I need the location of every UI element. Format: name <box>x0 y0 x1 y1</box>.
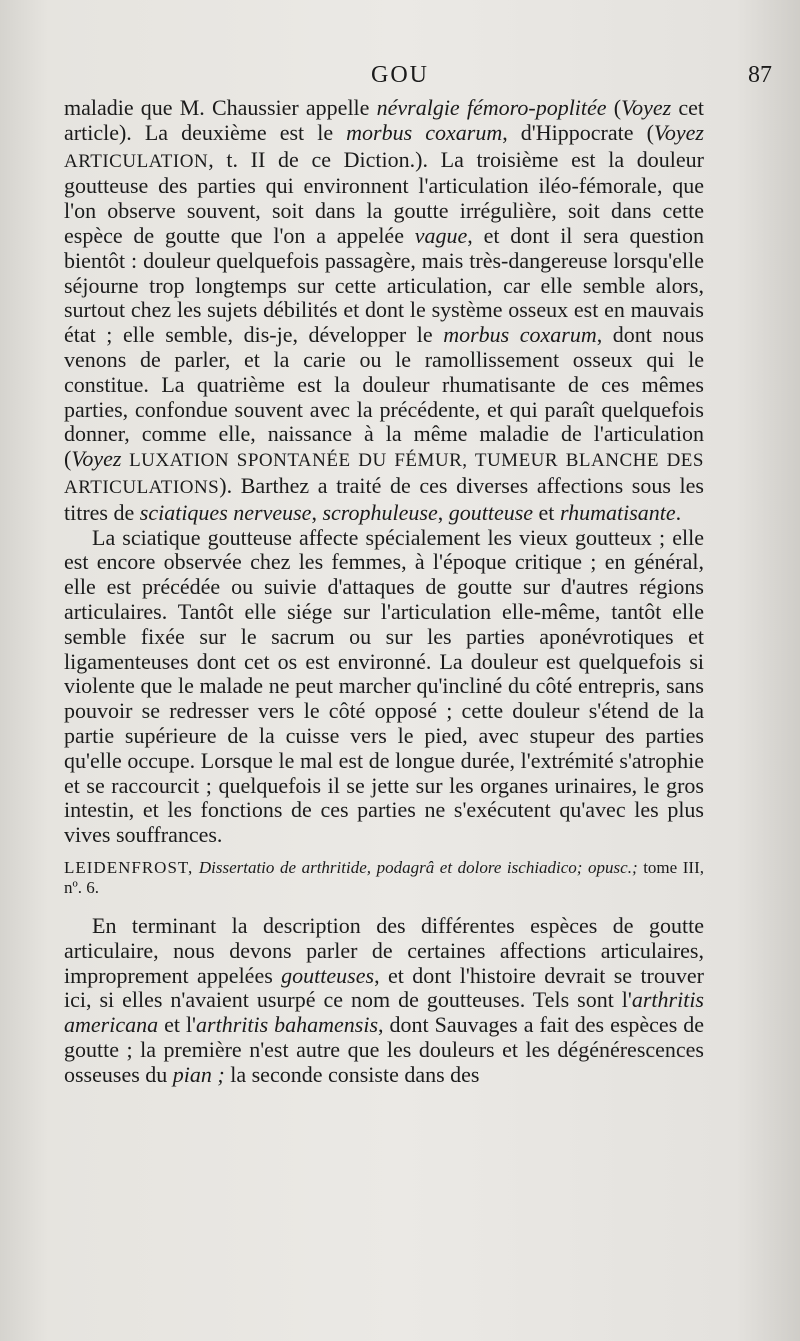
reference-author: LEIDENFROST, <box>64 857 194 877</box>
page-header <box>0 62 800 96</box>
para1-text-11: et <box>533 499 560 525</box>
para1-italic-8: sciatiques nerveuse <box>139 499 312 525</box>
paragraph-1 <box>64 96 704 526</box>
para1-text-8: ). Barthez a traité de ces diverses affections sous les titres de <box>64 472 704 525</box>
para1-text-9: , <box>311 499 323 525</box>
para3-italic-1: goutteuses <box>281 962 375 988</box>
para1-text-10: , <box>437 499 449 525</box>
bibliographic-reference <box>64 858 704 898</box>
para1-text-3: cet article). La deuxième est le <box>64 95 704 145</box>
para1-italic-10: goutteuse <box>448 499 534 525</box>
para1-text-1: maladie que M. Chaussier appelle <box>64 95 377 120</box>
reference-title: Dissertatio de arthritide, podagrâ et dolore ischiadico; opusc.; <box>193 857 638 877</box>
paragraph-3 <box>64 914 704 1088</box>
article-body <box>64 96 704 1087</box>
para3-text-2: , et dont l'histoire devrait se trouver ici, si elles n'avaient usurpé ce nom de goutteuses. Tels sont l' <box>64 962 704 1013</box>
para1-italic-6: morbus coxarum <box>443 322 597 348</box>
section-spacer <box>64 898 704 914</box>
reference-volume: tome III, nº. 6. <box>64 857 704 897</box>
page-number: 87 <box>748 62 772 88</box>
para1-italic-9: scrophuleuse <box>322 499 438 525</box>
para3-text-3: et l' <box>158 1012 197 1038</box>
para3-italic-2: arthritis americana <box>64 987 704 1038</box>
para1-text-12: . <box>675 499 682 525</box>
para1-italic-11: rhumatisante <box>559 499 676 525</box>
para3-italic-4: pian ; <box>172 1061 225 1087</box>
para1-text-4: , d'Hippocrate ( <box>502 119 654 145</box>
para1-italic-1: névralgie fémoro-poplitée <box>376 95 607 120</box>
para1-text-6: , et dont il sera question bientôt : douleur quelquefois passagère, mais très-dangereuse lorsqu'elle séjourne trop longtemps sur cette articulation, car elle semble alors, surtout chez les sujets débilités et dont le système osseux est en mauvais état ; elle semble, dis-je, développer le <box>64 222 704 348</box>
para3-text-1: En terminant la description des différentes espèces de goutte articulaire, nous devons parler de certaines affections articulaires, improprement appelées <box>64 912 704 988</box>
running-head: GOU <box>371 62 429 88</box>
para1-italic-3: morbus coxarum <box>346 119 503 145</box>
para1-italic-7: Voyez <box>71 446 122 472</box>
para3-text-5: la seconde consiste dans des <box>224 1061 480 1087</box>
para3-italic-3: arthritis bahamensis <box>196 1012 379 1038</box>
para1-italic-4: Voyez <box>653 119 704 145</box>
para1-text-2: ( <box>606 95 622 120</box>
paragraph-2: La sciatique goutteuse affecte spécialement les vieux goutteux ; elle est encore observée chez les femmes, à l'époque critique ; en général, elle est précédée ou suivie d'attaques de goutte sur d'autres régions articulaires. Tantôt elle siége sur l'articulation elle-même, tantôt elle semble fixée sur le sacrum ou sur les parties aponévrotiques et ligamenteuses dont cet os est environné. La douleur est quelquefois si violente que le malade ne peut marcher qu'incliné du côté entrepris, sans pouvoir se redresser vers le côté opposé ; cette douleur s'étend de la partie supérieure de la cuisse vers le pied, avec stupeur des parties qu'elle occupe. Lorsque le mal est de longue durée, l'extrémité s'atrophie et se raccourcit ; quelquefois il se jette sur les organes urinaires, le gros intestin, et les fonctions de ces parties ne s'exécutent qu'avec les plus vives souffrances. <box>64 524 704 848</box>
para1-smallcaps-1: ARTICULATION <box>64 150 209 172</box>
para1-italic-2: Voyez <box>621 95 672 120</box>
para1-italic-5: vague <box>414 222 468 248</box>
para1-text-5: , t. II de ce Diction.). La troisième est la douleur goutteuse des parties qui environnent l'articulation iléo-fémorale, que l'on observe souvent, soit dans la goutte irrégulière, soit dans cette espèce de goutte que l'on a appelée <box>64 146 704 248</box>
para1-text-7: , dont nous venons de parler, et la carie ou le ramollissement osseux qui le constitue. La quatrième est la douleur rhumatisante de ces mêmes parties, confondue souvent avec la précédente, et qui paraît quelquefois donner, comme elle, naissance à la même maladie de l'articulation ( <box>64 322 704 472</box>
para1-smallcaps-2: LUXATION SPONTANÉE DU FÉMUR, TUMEUR BLANCHE DES ARTICULATIONS <box>64 450 704 498</box>
para3-text-4: , dont Sauvages a fait des espèces de goutte ; la première n'est autre que les douleurs et les dégénérescences osseuses du <box>64 1012 705 1087</box>
